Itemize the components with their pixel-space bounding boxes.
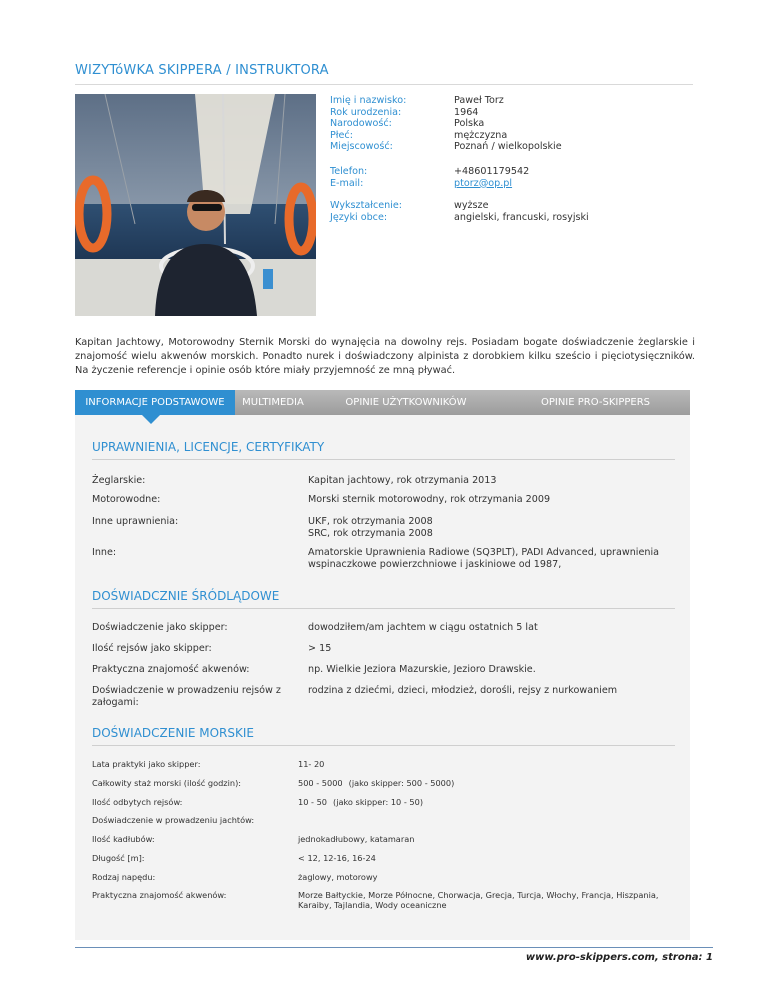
label-phone: Telefon: <box>330 166 368 177</box>
footer-divider <box>75 947 713 948</box>
row-value: rodzina z dziećmi, dzieci, młodzież, dorośli, rejsy z nurkowaniem <box>308 685 618 696</box>
row-value: 500 - 5000 <box>298 778 343 788</box>
row-value: Morski sternik motorowodny, rok otrzymania 2009 <box>308 494 551 505</box>
label-birth-year: Rok urodzenia: <box>330 106 402 118</box>
value-gender: mężczyzna <box>454 129 508 141</box>
row-label: Inne: <box>92 547 117 558</box>
row-value: > 15 <box>308 643 332 654</box>
section-divider <box>92 608 675 609</box>
row-label: Żeglarskie: <box>92 475 146 486</box>
value-languages: angielski, francuski, rosyjski <box>454 211 589 223</box>
row-value: Kapitan jachtowy, rok otrzymania 2013 <box>308 475 497 486</box>
value-birth-year: 1964 <box>454 106 479 118</box>
row-label: Rodzaj napędu: <box>92 872 156 882</box>
row-value: żaglowy, motorowy <box>298 872 378 882</box>
row-value: 10 - 50 <box>298 797 327 807</box>
value-city: Poznań / wielkopolskie <box>454 141 562 153</box>
row-value: UKF, rok otrzymania 2008 <box>308 516 433 527</box>
section-divider <box>92 745 675 746</box>
label-gender: Płeć: <box>330 129 353 141</box>
skipper-photo <box>75 94 316 316</box>
value-education: wyższe <box>454 200 489 211</box>
section-divider <box>92 459 675 460</box>
label-name: Imię i nazwisko: <box>330 95 407 106</box>
row-label: Ilość kadłubów: <box>92 834 155 844</box>
footer-page-info: www.pro-skippers.com, strona: 1 <box>525 952 713 963</box>
row-value: < 12, 12-16, 16-24 <box>298 853 376 863</box>
label-education: Wykształcenie: <box>330 200 403 211</box>
tab-bar <box>75 390 690 415</box>
row-value: dowodziłem/am jachtem w ciągu ostatnich 5 lat <box>308 622 538 633</box>
row-label: Doświadczenie w prowadzeniu rejsów z załogami: <box>92 685 281 708</box>
value-nationality: Polska <box>454 118 485 130</box>
bio-text: Kapitan Jachtowy, Motorowodny Sternik Morski do wynajęcia na dowolny rejs. Posiadam bogate doświadczenie żeglarskie i znajomość wielu akwenów morskich. Ponadto nurek i doświadczony alpinista z dorobkiem kilku sześcio i pięciotysięczników. Na życzenie referencje i opinie osób które miały przyjemność ze mną pływać. <box>75 337 695 376</box>
row-value: SRC, rok otrzymania 2008 <box>308 527 433 539</box>
label-languages: Języki obce: <box>330 211 388 223</box>
row-value: jednokadłubowy, katamaran <box>298 834 415 844</box>
row-label: Ilość rejsów jako skipper: <box>92 643 212 654</box>
section-title-inland: DOŚWIADCZNIE ŚRÓDLĄDOWE <box>92 589 280 603</box>
row-label: Lata praktyki jako skipper: <box>92 759 201 769</box>
value-phone: +48601179542 <box>454 166 530 177</box>
page-title: WIZYTóWKA SKIPPERA / INSTRUKTORA <box>75 63 329 78</box>
row-value: Amatorskie Uprawnienia Radiowe (SQ3PLT), PADI Advanced, uprawnienia wspinaczkowe powierzchniowe i jaskiniowe od 1987, <box>308 547 659 570</box>
row-label: Motorowodne: <box>92 494 161 505</box>
active-tab-arrow <box>142 415 160 424</box>
row-value: np. Wielkie Jeziora Mazurskie, Jezioro Drawskie. <box>308 664 536 675</box>
row-label: Praktyczna znajomość akwenów: <box>92 664 250 675</box>
label-nationality: Narodowość: <box>330 118 392 130</box>
row-label: Praktyczna znajomość akwenów: <box>92 890 227 900</box>
row-subvalue: (jako skipper: 500 - 5000) <box>348 778 455 788</box>
row-label: Inne uprawnienia: <box>92 516 179 527</box>
label-city: Miejscowość: <box>330 141 393 153</box>
row-value: 11- 20 <box>298 759 325 769</box>
tab-pro-skippers-reviews[interactable]: OPINIE PRO-SKIPPERS <box>540 397 651 408</box>
row-value: Morze Bałtyckie, Morze Północne, Chorwacja, Grecja, Turcja, Włochy, Francja, Hiszpania, Karaiby, Tajlandia, Wody oceaniczne <box>298 890 659 911</box>
tab-basic-info[interactable]: INFORMACJE PODSTAWOWE <box>75 390 235 415</box>
section-title-sea: DOŚWIADCZENIE MORSKIE <box>92 726 254 740</box>
row-label: Doświadczenie w prowadzeniu jachtów: <box>92 815 255 825</box>
row-label: Doświadczenie jako skipper: <box>92 622 228 633</box>
tab-multimedia[interactable]: MULTIMEDIA <box>242 397 304 408</box>
email-link[interactable]: ptorz@op.pl <box>454 177 513 189</box>
tab-user-reviews[interactable]: OPINIE UŻYTKOWNIKÓW <box>345 397 467 408</box>
section-title-licenses: UPRAWNIENIA, LICENCJE, CERTYFIKATY <box>92 440 325 454</box>
title-divider <box>75 84 693 85</box>
row-subvalue: (jako skipper: 10 - 50) <box>333 797 424 807</box>
row-label: Długość [m]: <box>92 853 145 863</box>
row-label: Ilość odbytych rejsów: <box>92 797 183 807</box>
row-label: Całkowity staż morski (ilość godzin): <box>92 778 242 788</box>
value-name: Paweł Torz <box>454 95 504 106</box>
label-email: E-mail: <box>330 177 364 189</box>
